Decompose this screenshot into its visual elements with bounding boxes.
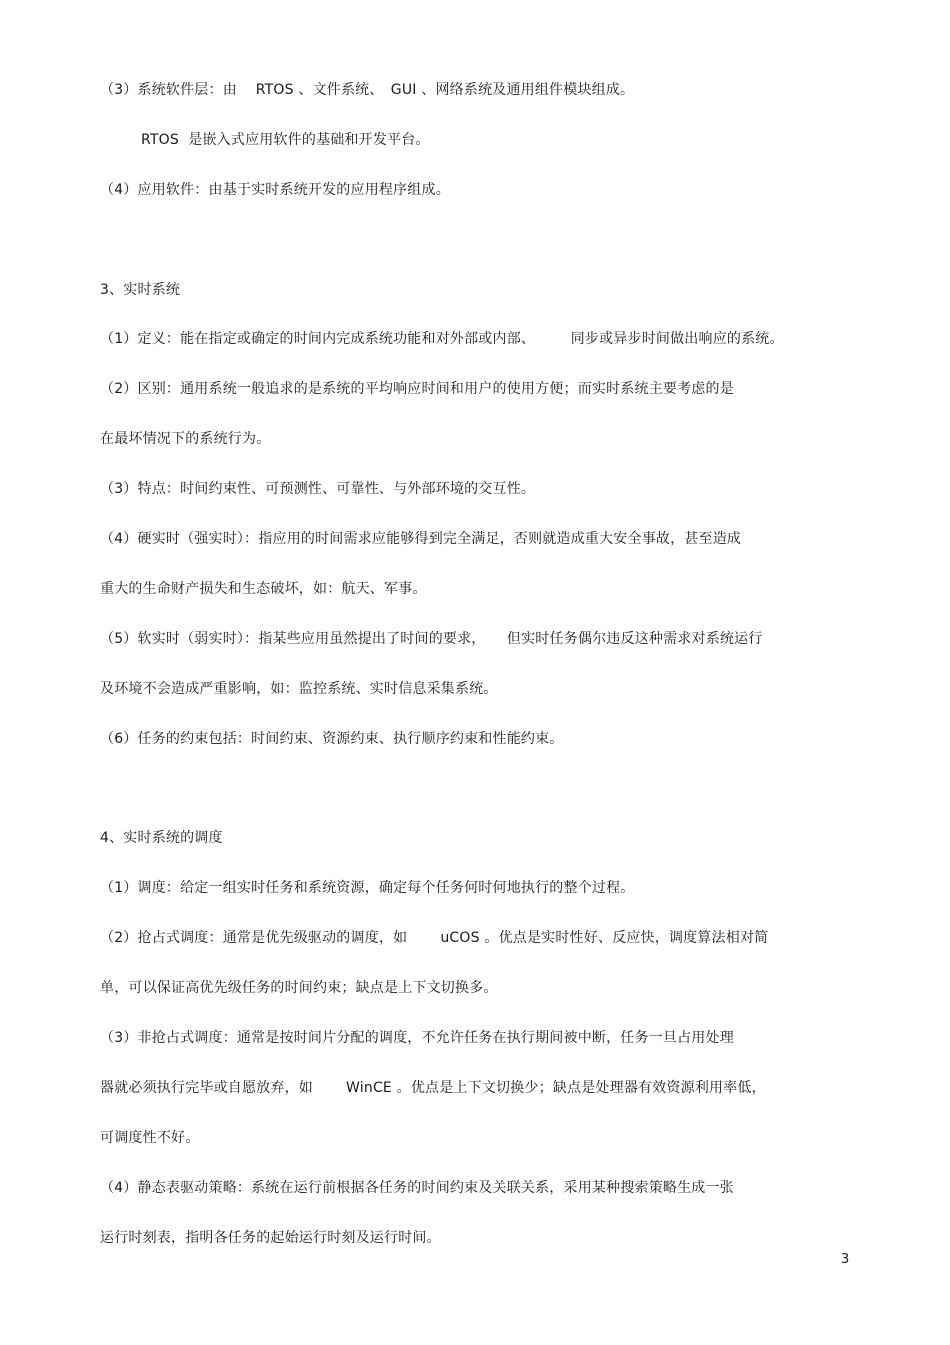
text-line: （6）任务的约束包括：时间约束、资源约束、执行顺序约束和性能约束。 xyxy=(100,731,564,747)
text-line: （1）定义：能在指定或确定的时间内完成系统功能和对外部或内部、 同步或异步时间做出响应的系统。 xyxy=(100,331,784,347)
text-line: 器就必须执行完毕或自愿放弃，如 WinCE 。优点是上下文切换少；缺点是处理器有效资源利用率低， xyxy=(100,1080,766,1096)
section-heading: 4、实时系统的调度 xyxy=(100,830,223,846)
text-line: 在最坏情况下的系统行为。 xyxy=(100,431,271,447)
section-heading: 3、实时系统 xyxy=(100,282,181,298)
text-line: 重大的生命财产损失和生态破坏，如：航天、军事。 xyxy=(100,581,427,597)
text-line: 单，可以保证高优先级任务的时间约束；缺点是上下文切换多。 xyxy=(100,980,498,996)
text-line: 及环境不会造成严重影响，如：监控系统、实时信息采集系统。 xyxy=(100,681,498,697)
text-line: （4）硬实时（强实时）：指应用的时间需求应能够得到完全满足，否则就造成重大安全事故，甚至造成 xyxy=(100,531,742,547)
text-line: （5）软实时（弱实时）：指某些应用虽然提出了时间的要求， 但实时任务偶尔违反这种需求对系统运行 xyxy=(100,631,763,647)
text-line: RTOS 是嵌入式应用软件的基础和开发平台。 xyxy=(141,132,430,148)
text-line: （4）应用软件：由基于实时系统开发的应用程序组成。 xyxy=(100,182,450,198)
text-line: 运行时刻表，指明各任务的起始运行时刻及运行时间。 xyxy=(100,1230,441,1246)
text-line: （4）静态表驱动策略：系统在运行前根据各任务的时间约束及关联关系，采用某种搜索策略生成一张 xyxy=(100,1180,734,1196)
text-line: （2）抢占式调度：通常是优先级驱动的调度，如 uCOS 。优点是实时性好、反应快，调度算法相对简 xyxy=(100,930,769,946)
text-line: （2）区别：通用系统一般追求的是系统的平均响应时间和用户的使用方便；而实时系统主要考虑的是 xyxy=(100,381,734,397)
text-line: 可调度性不好。 xyxy=(100,1130,200,1146)
page-number: 3 xyxy=(841,1252,850,1267)
text-line: （1）调度：给定一组实时任务和系统资源，确定每个任务何时何地执行的整个过程。 xyxy=(100,880,635,896)
text-line: （3）非抢占式调度：通常是按时间片分配的调度，不允许任务在执行期间被中断，任务一旦占用处理 xyxy=(100,1030,734,1046)
text-line: （3）系统软件层：由 RTOS 、文件系统、 GUI 、网络系统及通用组件模块组成。 xyxy=(100,82,635,98)
text-line: （3）特点：时间约束性、可预测性、可靠性、与外部环境的交互性。 xyxy=(100,481,536,497)
